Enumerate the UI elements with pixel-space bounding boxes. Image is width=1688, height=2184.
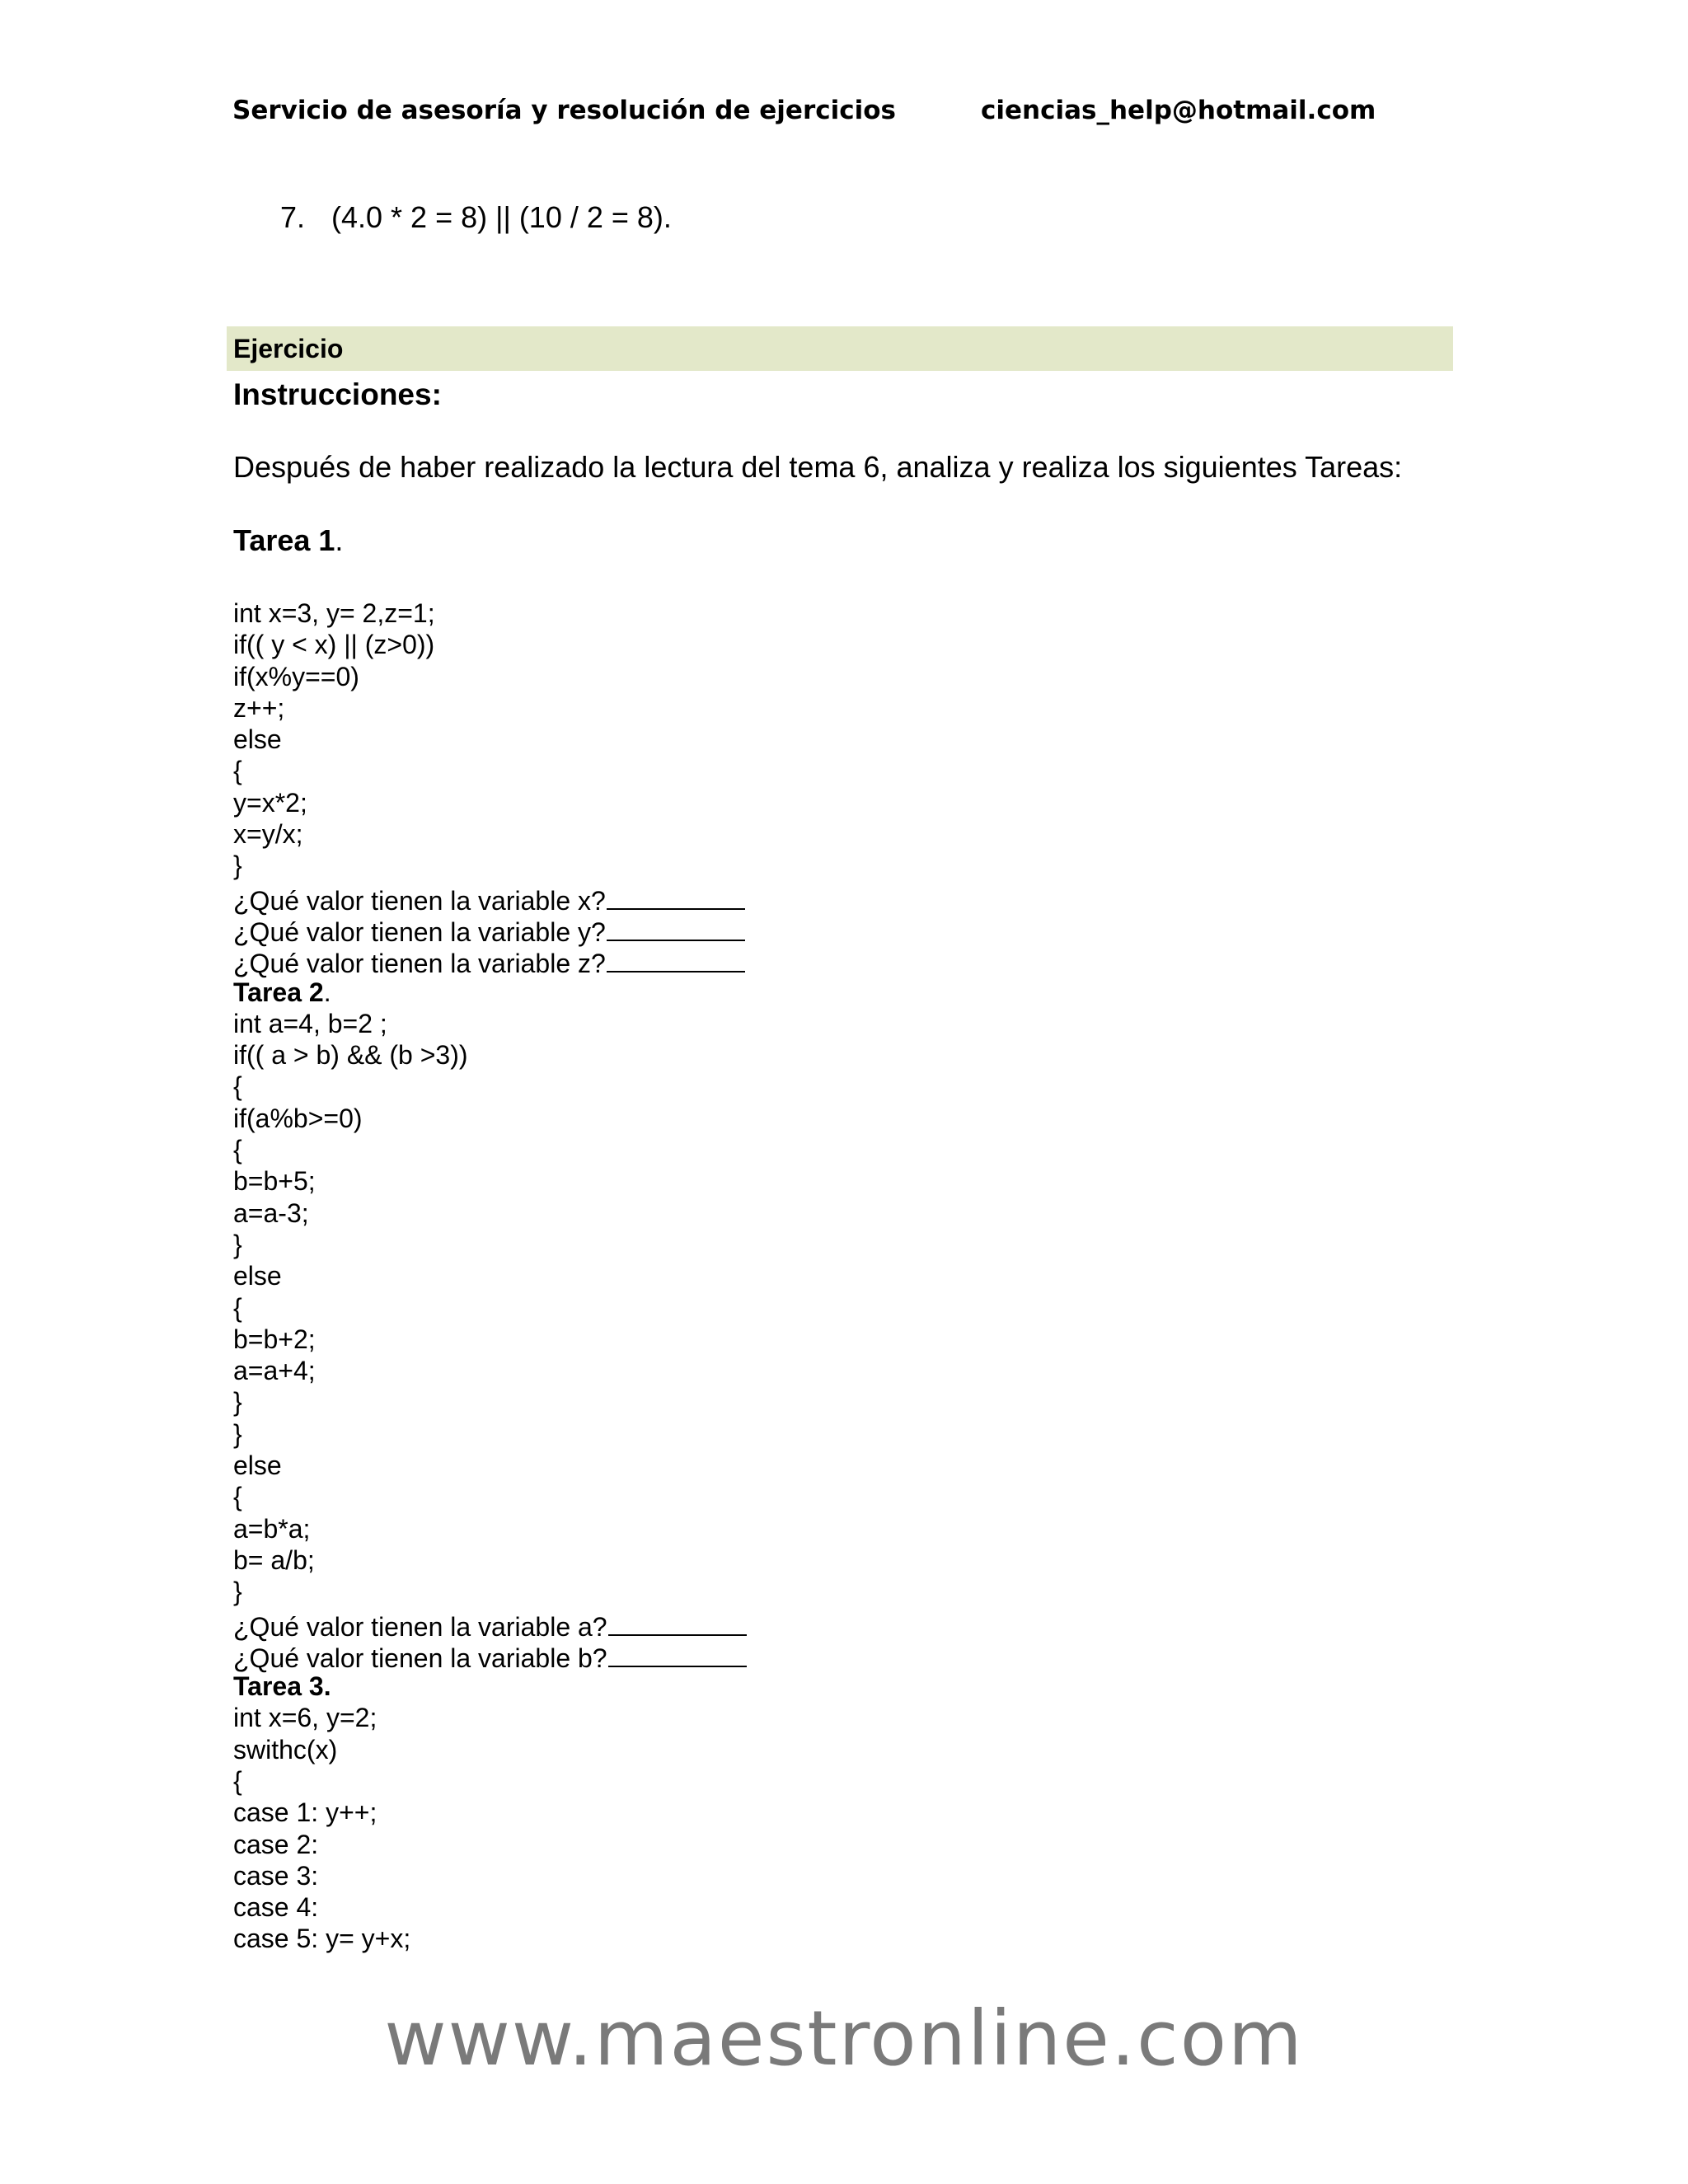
list-item-number: 7. (280, 200, 306, 234)
question-x (233, 882, 747, 916)
question-text: ¿Qué valor tienen la variable y? (233, 916, 606, 947)
section-bar-ejercicio (227, 326, 1453, 371)
question-text: ¿Qué valor tienen la variable z? (233, 949, 606, 979)
code-line: b=b+2; (233, 1324, 316, 1354)
answer-blank-a[interactable] (608, 1608, 747, 1636)
code-line: if(a%b>=0) (233, 1103, 363, 1133)
intro-paragraph: Después de haber realizado la lectura del tema 6, analiza y realiza los siguientes Tareas: (233, 450, 1403, 484)
code-line: swithc(x) (233, 1734, 338, 1765)
code-line: { (233, 1071, 242, 1102)
code-line: { (233, 756, 242, 786)
code-line: else (233, 1261, 282, 1291)
tarea-1-label: Tarea 1 (233, 523, 335, 557)
code-line: case 2: (233, 1829, 319, 1859)
header-email: ciencias_help@hotmail.com (981, 96, 1376, 125)
code-line: int x=3, y= 2,z=1; (233, 598, 435, 628)
code-line: } (233, 1577, 242, 1607)
tarea-1-suffix: . (335, 523, 344, 557)
code-line: case 5: y= y+x; (233, 1924, 411, 1954)
code-line: if(( a > b) && (b >3)) (233, 1040, 468, 1071)
code-line: } (233, 1418, 242, 1449)
code-line: } (233, 1387, 242, 1418)
tarea-2-label: Tarea 2 (233, 977, 324, 1007)
question-y (233, 913, 747, 947)
question-b (233, 1639, 747, 1671)
header-service-title: Servicio de asesoría y resolución de ejercicios (232, 96, 896, 125)
code-line: y=x*2; (233, 787, 307, 818)
answer-blank-y[interactable] (607, 913, 745, 941)
footer-watermark: www.maestronline.com (384, 1994, 1304, 2083)
code-line: } (233, 1229, 242, 1259)
tarea-1-heading (233, 523, 343, 558)
code-line: { (233, 1292, 242, 1323)
code-line: a=a+4; (233, 1356, 316, 1386)
code-line: { (233, 1765, 242, 1796)
tarea-2-suffix: . (323, 977, 331, 1007)
instructions-heading: Instrucciones: (233, 377, 442, 411)
question-text: ¿Qué valor tienen la variable a? (233, 1611, 607, 1642)
code-line: case 3: (233, 1860, 319, 1891)
code-line: else (233, 724, 282, 755)
code-line: z++; (233, 692, 285, 723)
question-a (233, 1608, 747, 1642)
code-line: { (233, 1135, 242, 1165)
tarea-3-heading: Tarea 3. (233, 1671, 331, 1702)
code-line: a=a-3; (233, 1197, 309, 1228)
code-line: } (233, 851, 242, 881)
list-item-text: (4.0 * 2 = 8) || (10 / 2 = 8). (331, 200, 672, 234)
list-item-7 (280, 200, 672, 235)
code-line: case 1: y++; (233, 1797, 377, 1828)
code-line: int x=6, y=2; (233, 1703, 377, 1733)
code-line: x=y/x; (233, 819, 303, 850)
answer-blank-b[interactable] (608, 1639, 747, 1667)
page-header (232, 96, 1469, 137)
code-line: if(x%y==0) (233, 661, 359, 691)
code-line: if(( y < x) || (z>0)) (233, 630, 435, 660)
answer-blank-z[interactable] (607, 944, 745, 972)
question-z (233, 944, 747, 979)
code-line: int a=4, b=2 ; (233, 1008, 387, 1038)
code-line: else (233, 1451, 282, 1481)
code-line: a=b*a; (233, 1513, 311, 1544)
code-block (233, 598, 747, 1955)
code-line: { (233, 1482, 242, 1512)
tarea-2-heading (233, 977, 747, 1008)
section-label: Ejercicio (233, 334, 344, 363)
code-line: b=b+5; (233, 1166, 316, 1197)
code-line: b= a/b; (233, 1544, 315, 1575)
answer-blank-x[interactable] (607, 882, 745, 910)
code-line: case 4: (233, 1892, 319, 1923)
question-text: ¿Qué valor tienen la variable x? (233, 885, 606, 916)
question-text: ¿Qué valor tienen la variable b? (233, 1643, 607, 1673)
